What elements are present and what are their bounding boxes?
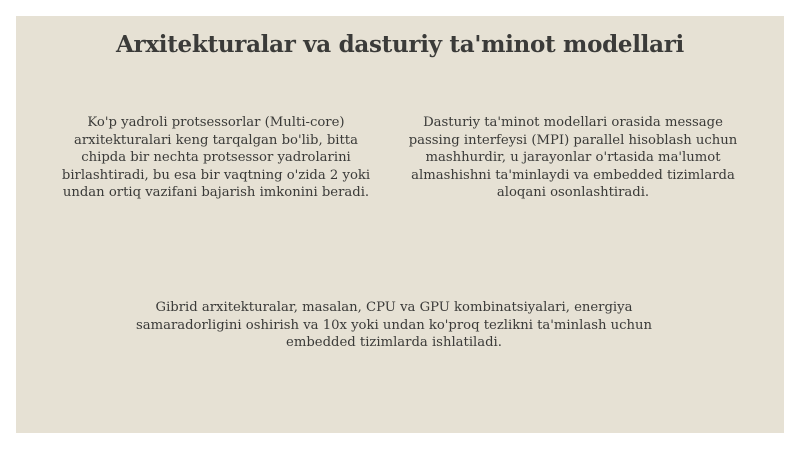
paragraph-hybrid: Gibrid arxitekturalar, masalan, CPU va GPU kombinatsiyalari, energiya samaradorligini oshirish va 10x yoki undan ko'proq tezlikni ta'minlash uchun embedded tizimlarda ishlatiladi. bbox=[135, 300, 653, 351]
slide-title: Arxitekturalar va dasturiy ta'minot modellari bbox=[116, 31, 684, 58]
paragraph-multicore: Ko'p yadroli protsessorlar (Multi-core) arxitekturalari keng tarqalgan bo'lib, bitta chipda bir nechta protsessor yadrolarini birlashtiradi, bu esa bir vaqtning o'zida 2 yoki undan ortiq vazifani bajarish imkonini beradi. bbox=[61, 115, 371, 201]
slide bbox=[16, 16, 784, 433]
paragraph-mpi: Dasturiy ta'minot modellari orasida message passing interfeysi (MPI) parallel hisoblash uchun mashhurdir, u jarayonlar o'rtasida ma'lumot almashishni ta'minlaydi va embedded tizimlarda aloqani osonlashtiradi. bbox=[408, 115, 738, 201]
